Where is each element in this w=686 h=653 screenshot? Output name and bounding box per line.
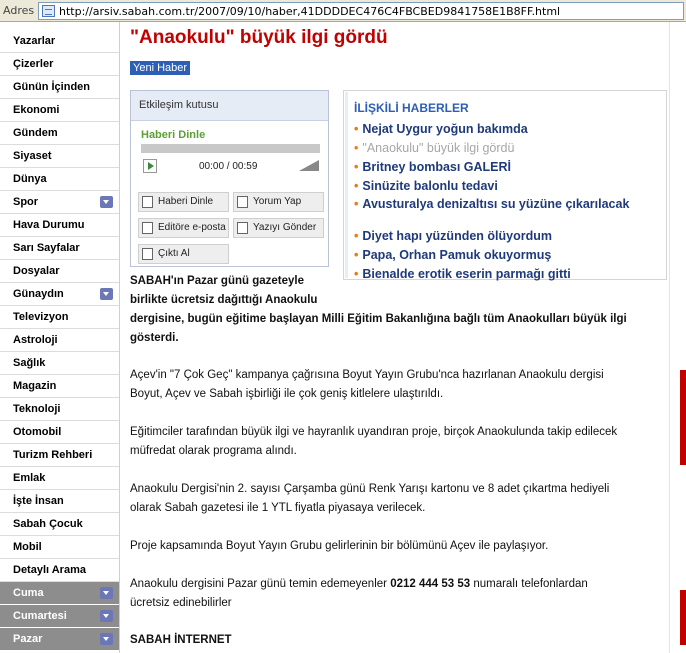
sidebar-item[interactable] <box>0 145 119 168</box>
bullet-icon: • <box>354 122 359 136</box>
sidebar-item-label: Detaylı Arama <box>13 564 86 576</box>
bullet-icon: • <box>354 179 359 193</box>
lead-line-4: gösterdi. <box>130 332 179 344</box>
sidebar-item[interactable] <box>0 582 119 605</box>
sidebar-item-label: Spor <box>13 196 39 208</box>
page-right-edge <box>669 22 686 653</box>
related-news-label: Papa, Orhan Pamuk okuyormuş <box>362 248 552 262</box>
sidebar-item-label: Sağlık <box>13 357 46 369</box>
related-news-link[interactable] <box>354 161 664 174</box>
listen-button-label: Haberi Dinle <box>158 196 214 207</box>
related-news-box <box>343 90 667 280</box>
related-news-link[interactable] <box>354 123 664 136</box>
sidebar-item[interactable] <box>0 536 119 559</box>
phone-line-pre: Anaokulu dergisini Pazar günü temin edemeyenler <box>130 578 391 590</box>
sidebar-item[interactable] <box>0 30 119 53</box>
sidebar-item[interactable] <box>0 53 119 76</box>
paragraph-1-line-2: Boyut, Açev ve Sabah işbirliği ile çok geniş kitlelere ulaştırıldı. <box>130 388 444 400</box>
sidebar-item-label: Günaydın <box>13 288 64 300</box>
related-news-link[interactable] <box>354 142 664 155</box>
sidebar-item-label: Günün İçinden <box>13 81 90 93</box>
related-news-link[interactable] <box>354 180 664 193</box>
bullet-icon: • <box>354 160 359 174</box>
bullet-icon: • <box>354 229 359 243</box>
sidebar-item[interactable] <box>0 559 119 582</box>
sidebar-item[interactable] <box>0 421 119 444</box>
related-news-label: Avusturalya denizaltısı su yüzüne çıkarılacak <box>362 197 630 211</box>
related-news-label: Diyet hapı yüzünden ölüyordum <box>362 229 552 243</box>
phone-line-post: numaralı telefonlardan <box>470 578 588 590</box>
lead-line-2: birlikte ücretsiz dağıttığı Anaokulu <box>130 294 318 306</box>
sidebar-item-label: İşte İnsan <box>13 495 64 507</box>
email-editor-button-label: Editöre e-posta <box>158 222 226 233</box>
sidebar-item[interactable] <box>0 237 119 260</box>
sidebar-item[interactable] <box>0 168 119 191</box>
chevron-down-icon[interactable] <box>100 288 113 300</box>
related-news-label: Britney bombası GALERİ <box>362 160 512 174</box>
sidebar-item-label: Pazar <box>13 633 43 645</box>
address-url[interactable]: http://arsiv.sabah.com.tr/2007/09/10/haber,41DDDDEC476C4FBCBED9841758E1B8FF.html <box>59 5 561 18</box>
sidebar-item[interactable] <box>0 513 119 536</box>
phone-line <box>130 575 588 594</box>
bullet-icon: • <box>354 141 359 155</box>
sidebar-item[interactable] <box>0 605 119 628</box>
related-news-label: Nejat Uygur yoğun bakımda <box>362 122 528 136</box>
sidebar-item-label: Gündem <box>13 127 58 139</box>
sidebar-item-label: Cumartesi <box>13 610 67 622</box>
sidebar-item[interactable] <box>0 191 119 214</box>
sidebar-item-label: Çizerler <box>13 58 54 70</box>
phone-line-2: ücretsiz edinebilirler <box>130 597 232 609</box>
envelope-icon <box>142 222 153 234</box>
interaction-box <box>130 90 329 267</box>
right-ad-strip-lower <box>680 590 686 645</box>
sidebar-item-label: Turizm Rehberi <box>13 449 93 461</box>
sidebar-item-label: Sabah Çocuk <box>13 518 83 530</box>
sidebar-item-label: Cuma <box>13 587 44 599</box>
sidebar-item[interactable] <box>0 306 119 329</box>
listen-title: Haberi Dinle <box>141 129 206 141</box>
phone-number: 0212 444 53 53 <box>390 578 471 590</box>
pencil-icon <box>237 196 248 208</box>
sidebar-item[interactable] <box>0 283 119 306</box>
sidebar-item[interactable] <box>0 352 119 375</box>
sidebar-item[interactable] <box>0 467 119 490</box>
interaction-box-header <box>131 91 328 121</box>
lead-line-1: SABAH'ın Pazar günü gazeteyle <box>130 275 304 287</box>
sidebar-item[interactable] <box>0 398 119 421</box>
sidebar-item[interactable] <box>0 490 119 513</box>
paragraph-2-line-2: müfredat olarak programa alındı. <box>130 445 297 457</box>
sidebar-nav <box>0 22 120 653</box>
print-button-label: Çıktı Al <box>158 248 190 259</box>
related-news-title: İLİŞKİLİ HABERLER <box>354 101 469 115</box>
comment-button-label: Yorum Yap <box>253 196 302 207</box>
sidebar-item-label: Dosyalar <box>13 265 60 277</box>
sidebar-item-label: Mobil <box>13 541 42 553</box>
sidebar-item-label: Sarı Sayfalar <box>13 242 80 254</box>
address-input[interactable] <box>38 2 684 20</box>
paragraph-3-line-1: Anaokulu Dergisi'nin 2. sayısı Çarşamba günü Renk Yarışı kartonu ve 8 adet çıkartma hediyeli <box>130 483 610 495</box>
sidebar-item[interactable] <box>0 444 119 467</box>
bullet-icon: • <box>354 267 359 281</box>
related-news-link[interactable] <box>354 249 664 262</box>
send-article-button-label: Yazıyı Gönder <box>253 222 317 233</box>
speaker-icon <box>142 196 153 208</box>
article-signature: SABAH İNTERNET <box>130 634 232 646</box>
related-news-label: Bienalde erotik eserin parmağı gitti <box>362 267 571 281</box>
listen-button[interactable] <box>138 192 229 212</box>
paragraph-2-line-1: Eğitimciler tarafından büyük ilgi ve hayranlık uyandıran proje, birçok Anaokulunda takip edilecek <box>130 426 618 438</box>
chevron-down-icon[interactable] <box>100 610 113 622</box>
send-article-button[interactable] <box>233 218 324 238</box>
paragraph-1-line-1: Açev'in "7 Çok Geç" kampanya çağrısına Boyut Yayın Grubu'nca hazırlanan Anaokulu dergisi <box>130 369 604 381</box>
sidebar-item-label: Yazarlar <box>13 35 56 47</box>
related-news-link[interactable] <box>354 230 664 243</box>
sidebar-item[interactable] <box>0 375 119 398</box>
article-headline: "Anaokulu" büyük ilgi gördü <box>130 27 388 48</box>
sidebar-item-label: Ekonomi <box>13 104 60 116</box>
paragraph-4-line-1: Proje kapsamında Boyut Yayın Grubu gelirlerinin bir bölümünü Açev ile paylaşıyor. <box>130 540 549 552</box>
sidebar-item-label: Teknoloji <box>13 403 61 415</box>
comment-button[interactable] <box>233 192 324 212</box>
bullet-icon: • <box>354 197 359 211</box>
send-icon <box>237 222 248 234</box>
audio-time: 00:00 / 00:59 <box>199 161 258 172</box>
sidebar-item-label: Dünya <box>13 173 47 185</box>
related-news-label: Sinüzite balonlu tedavi <box>362 179 498 193</box>
sidebar-item[interactable] <box>0 260 119 283</box>
paragraph-3-line-2: olarak Sabah gazetesi ile 1 YTL fiyatla piyasaya verilecek. <box>130 502 426 514</box>
bullet-icon: • <box>354 248 359 262</box>
related-news-label: "Anaokulu" büyük ilgi gördü <box>362 141 515 155</box>
address-bar <box>0 0 686 22</box>
sidebar-item[interactable] <box>0 628 119 651</box>
related-news-link[interactable] <box>354 198 664 211</box>
chevron-down-icon[interactable] <box>100 633 113 645</box>
audio-progress-bar[interactable] <box>141 144 320 153</box>
print-button[interactable] <box>138 244 229 264</box>
printer-icon <box>142 248 153 260</box>
email-editor-button[interactable] <box>138 218 229 238</box>
sidebar-item-label: Astroloji <box>13 334 58 346</box>
volume-icon[interactable] <box>299 160 319 171</box>
related-news-link[interactable] <box>354 268 664 281</box>
sidebar-item[interactable] <box>0 76 119 99</box>
related-news-accent <box>345 92 348 278</box>
address-label: Adres <box>3 4 35 17</box>
chevron-down-icon[interactable] <box>100 587 113 599</box>
page-icon <box>42 5 55 17</box>
sidebar-item[interactable] <box>0 214 119 237</box>
sidebar-item-label: Siyaset <box>13 150 52 162</box>
sidebar-item-label: Magazin <box>13 380 57 392</box>
sidebar-item[interactable] <box>0 99 119 122</box>
sidebar-item-label: Otomobil <box>13 426 62 438</box>
lead-line-3: dergisine, bugün eğitime başlayan Milli Eğitim Bakanlığına bağlı tüm Anaokulları büyük ilgi <box>130 313 627 325</box>
chevron-down-icon[interactable] <box>100 196 113 208</box>
play-icon[interactable] <box>143 159 157 173</box>
sidebar-item[interactable] <box>0 329 119 352</box>
right-ad-strip <box>680 370 686 465</box>
sidebar-item-label: Hava Durumu <box>13 219 85 231</box>
sidebar-item-label: Emlak <box>13 472 46 484</box>
interaction-box-title: Etkileşim kutusu <box>139 99 219 111</box>
sidebar-item[interactable] <box>0 122 119 145</box>
sidebar-item-label: Televizyon <box>13 311 69 323</box>
new-news-badge[interactable]: Yeni Haber <box>130 61 190 75</box>
